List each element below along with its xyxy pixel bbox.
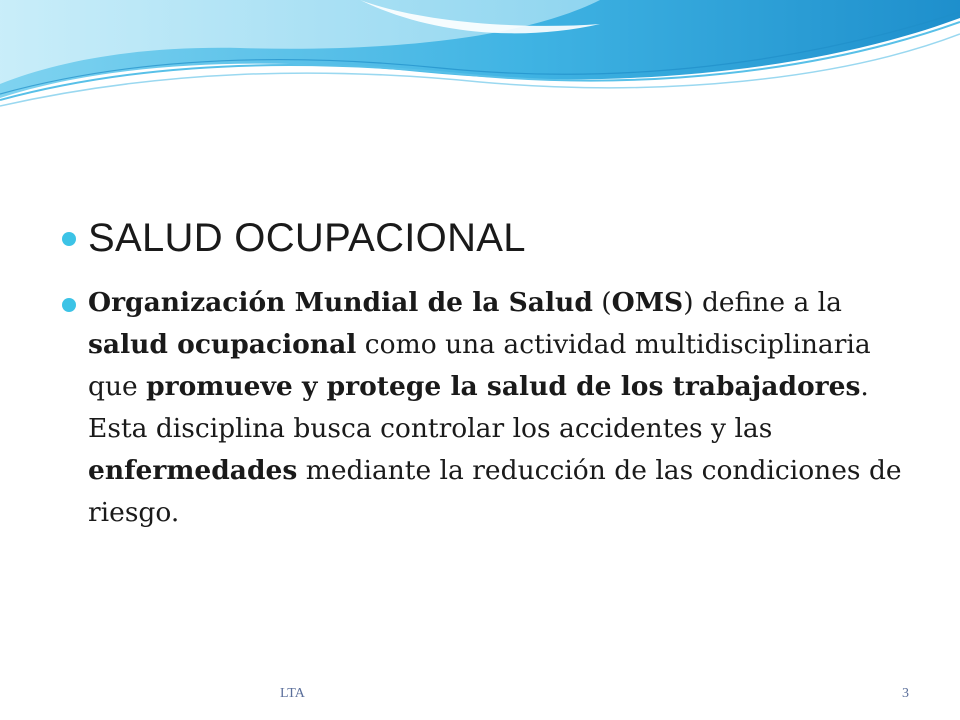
- paragraph-text: (: [592, 287, 612, 318]
- footer-label: LTA: [280, 686, 305, 701]
- slide-title: SALUD OCUPACIONAL: [88, 216, 526, 260]
- paragraph-text: mediante la reducción de las condiciones de riesgo.: [88, 455, 902, 528]
- bullet-item-definition: [62, 282, 922, 534]
- emphasis-text: promueve y protege la salud de los trabajadores: [146, 371, 861, 402]
- paragraph-text: ) define a la: [683, 287, 842, 318]
- paragraph-text: como una actividad multidisciplinaria que: [88, 329, 871, 402]
- page-number: 3: [902, 686, 909, 701]
- emphasis-text: salud ocupacional: [88, 329, 357, 360]
- emphasis-text: OMS: [611, 287, 684, 318]
- paragraph-text: . Esta disciplina busca controlar los accidentes y las: [88, 371, 869, 444]
- wave-decoration-icon: [0, 0, 960, 130]
- definition-paragraph: [88, 282, 922, 534]
- content-area: [62, 208, 922, 534]
- bullet-dot-icon: [62, 232, 76, 246]
- bullet-item-title: [62, 208, 922, 268]
- emphasis-text: enfermedades: [88, 455, 298, 486]
- bullet-dot-icon: [62, 298, 76, 312]
- emphasis-text: Organización Mundial de la Salud: [88, 287, 593, 318]
